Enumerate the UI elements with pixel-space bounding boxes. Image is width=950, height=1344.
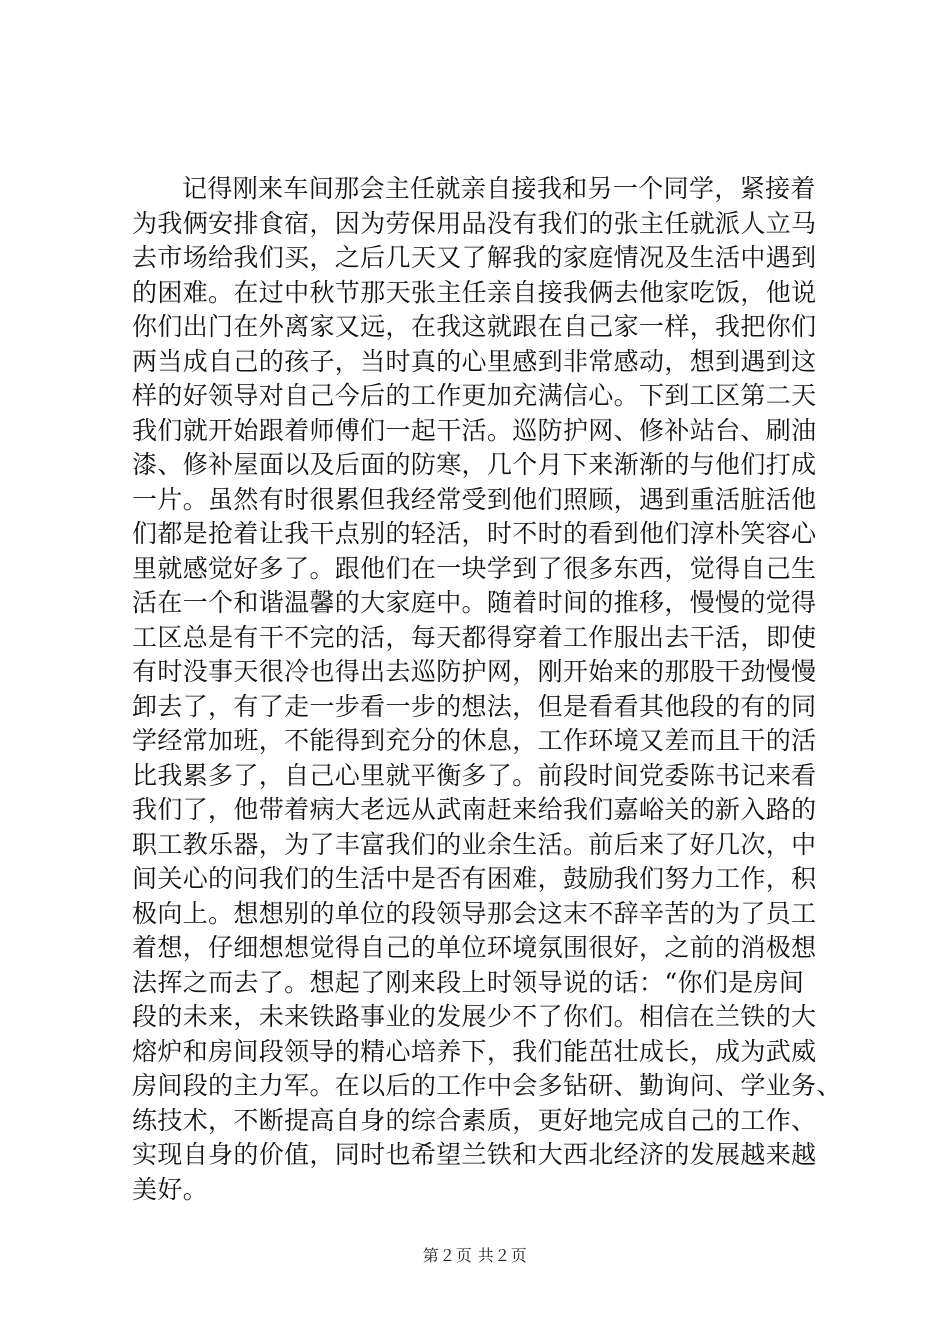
text-line: 记得刚来车间那会主任就亲自接我和另一个同学，紧接着 <box>182 174 816 203</box>
text-line: 里就感觉好多了。跟他们在一块学到了很多东西，觉得自己生 <box>132 553 817 583</box>
text-line: 间关心的问我们的生活中是否有困难，鼓励我们努力工作，积 <box>132 864 817 893</box>
text-line: 段的未来，未来铁路事业的发展少不了你们。相信在兰铁的大 <box>132 1002 817 1031</box>
text-line: 实现自身的价值，同时也希望兰铁和大西北经济的发展越来越 <box>132 1140 817 1169</box>
text-line: 的困难。在过中秋节那天张主任亲自接我俩去他家吃饭，他说 <box>132 277 817 307</box>
text-line: 样的好领导对自己今后的工作更加充满信心。下到工区第二天 <box>132 381 817 410</box>
text-line: 法挥之而去了。想起了刚来段上时领导说的话：“你们是房间 <box>132 967 805 997</box>
text-line: 职工教乐器，为了丰富我们的业余生活。前后来了好几次，中 <box>132 829 817 859</box>
text-line: 练技术，不断提高自身的综合素质，更好地完成自己的工作、 <box>132 1105 817 1135</box>
page-footer: 第２页 共２页 <box>422 1246 528 1265</box>
text-line: 房间段的主力军。在以后的工作中会多钻研、勤询问、学业务、 <box>132 1071 842 1100</box>
text-line: 去市场给我们买，之后几天又了解我的家庭情况及生活中遇到 <box>132 243 817 272</box>
text-line: 卸去了，有了走一步看一步的想法，但是看看其他段的有的同 <box>132 691 817 721</box>
text-line: 们都是抢着让我干点别的轻活，时不时的看到他们淳朴笑容心 <box>132 519 817 548</box>
text-line: 我们了，他带着病大老远从武南赶来给我们嘉峪关的新入路的 <box>132 795 817 824</box>
text-line: 有时没事天很冷也得出去巡防护网，刚开始来的那股干劲慢慢 <box>132 657 817 686</box>
text-line: 极向上。想想别的单位的段领导那会这末不辞辛苦的为了员工 <box>132 898 817 928</box>
text-line: 活在一个和谐温馨的大家庭中。随着时间的推移，慢慢的觉得 <box>132 588 817 617</box>
text-line: 为我俩安排食宿，因为劳保用品没有我们的张主任就派人立马 <box>132 208 817 238</box>
text-line: 比我累多了，自己心里就平衡多了。前段时间党委陈书记来看 <box>132 760 817 790</box>
text-line: 美好。 <box>132 1174 209 1204</box>
text-line: 工区总是有干不完的活，每天都得穿着工作服出去干活，即使 <box>132 622 817 652</box>
body-paragraph <box>132 172 842 1207</box>
text-line: 你们出门在外离家又远，在我这就跟在自己家一样，我把你们 <box>132 312 817 341</box>
text-line: 着想，仔细想想觉得自己的单位环境氛围很好，之前的消极想 <box>132 933 817 962</box>
text-line: 熔炉和房间段领导的精心培养下，我们能茁壮成长，成为武威 <box>132 1036 817 1066</box>
text-line: 一片。虽然有时很累但我经常受到他们照顾，遇到重活脏活他 <box>132 484 817 514</box>
text-line: 我们就开始跟着师傅们一起干活。巡防护网、修补站台、刷油 <box>132 415 817 445</box>
text-line: 学经常加班，不能得到充分的休息，工作环境又差而且干的活 <box>132 726 817 755</box>
text-line: 漆、修补屋面以及后面的防寒，几个月下来渐渐的与他们打成 <box>132 450 817 479</box>
text-line: 两当成自己的孩子，当时真的心里感到非常感动，想到遇到这 <box>132 346 817 376</box>
